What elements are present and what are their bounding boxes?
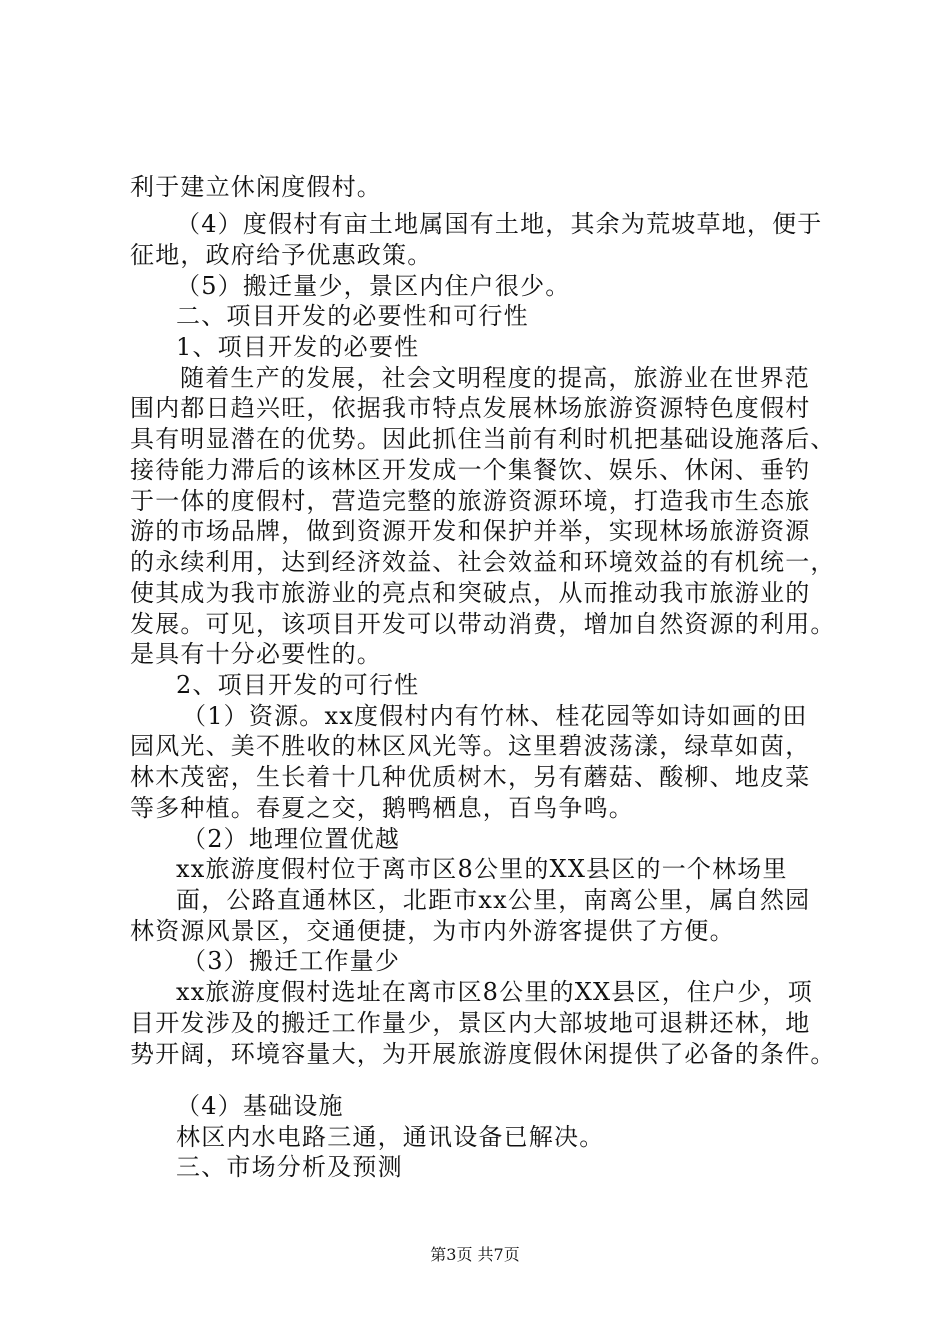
text-line: xx旅游度假村位于离市区8公里的XX县区的一个林场里 bbox=[176, 855, 788, 883]
text-line: 林木茂密，生长着十几种优质树木，另有蘑菇、酸柳、地皮菜 bbox=[130, 763, 811, 791]
section-heading: 三、市场分析及预测 bbox=[176, 1153, 403, 1181]
section-heading: 二、项目开发的必要性和可行性 bbox=[176, 302, 529, 330]
text-line: 接待能力滞后的该林区开发成一个集餐饮、娱乐、休闲、垂钓 bbox=[130, 456, 811, 484]
text-line: 等多种植。春夏之交，鹅鸭栖息，百鸟争鸣。 bbox=[130, 794, 634, 822]
text-line: 围内都日趋兴旺，依据我市特点发展林场旅游资源特色度假村 bbox=[130, 394, 811, 422]
text-line: （2）地理位置优越 bbox=[182, 825, 401, 853]
text-line: 目开发涉及的搬迁工作量少，景区内大部坡地可退耕还林，地 bbox=[130, 1009, 811, 1037]
text-line: 征地，政府给予优惠政策。 bbox=[130, 241, 433, 269]
text-line: 发展。可见，该项目开发可以带动消费，增加自然资源的利用。 bbox=[130, 610, 836, 638]
text-line: （4）基础设施 bbox=[176, 1092, 344, 1120]
text-line: 于一体的度假村，营造完整的旅游资源环境，打造我市生态旅 bbox=[130, 487, 811, 515]
text-line: 势开阔，环境容量大，为开展旅游度假休闲提供了必备的条件。 bbox=[130, 1040, 836, 1068]
text-line: （5）搬迁量少，景区内住户很少。 bbox=[176, 272, 571, 300]
text-line: 林区内水电路三通，通讯设备已解决。 bbox=[176, 1123, 605, 1151]
text-line: 使其成为我市旅游业的亮点和突破点，从而推动我市旅游业的 bbox=[130, 579, 811, 607]
text-line: 利于建立休闲度假村。 bbox=[130, 173, 382, 201]
text-line: 游的市场品牌，做到资源开发和保护并举，实现林场旅游资源 bbox=[130, 517, 811, 545]
text-line: 面，公路直通林区，北距市xx公里，南离公里，属自然园 bbox=[176, 886, 811, 914]
page-number-footer: 第3页 共7页 bbox=[430, 1245, 520, 1264]
text-line: （4）度假村有亩土地属国有土地，其余为荒坡草地，便于 bbox=[176, 210, 823, 238]
text-line: 林资源风景区，交通便捷，为市内外游客提供了方便。 bbox=[130, 917, 735, 945]
text-line: 是具有十分必要性的。 bbox=[130, 640, 382, 668]
subsection-heading: 2、项目开发的可行性 bbox=[176, 671, 420, 699]
text-line: 园风光、美不胜收的林区风光等。这里碧波荡漾，绿草如茵， bbox=[130, 732, 811, 760]
text-line: （3）搬迁工作量少 bbox=[182, 947, 401, 975]
text-line: （1）资源。xx度假村内有竹林、桂花园等如诗如画的田 bbox=[182, 702, 808, 730]
text-line: 的永续利用，达到经济效益、社会效益和环境效益的有机统一， bbox=[130, 548, 836, 576]
text-line: 具有明显潜在的优势。因此抓住当前有利时机把基础设施落后、 bbox=[130, 425, 836, 453]
text-line: 随着生产的发展，社会文明程度的提高，旅游业在世界范 bbox=[180, 364, 810, 392]
subsection-heading: 1、项目开发的必要性 bbox=[176, 333, 420, 361]
text-line: xx旅游度假村选址在离市区8公里的XX县区，住户少，项 bbox=[176, 978, 813, 1006]
